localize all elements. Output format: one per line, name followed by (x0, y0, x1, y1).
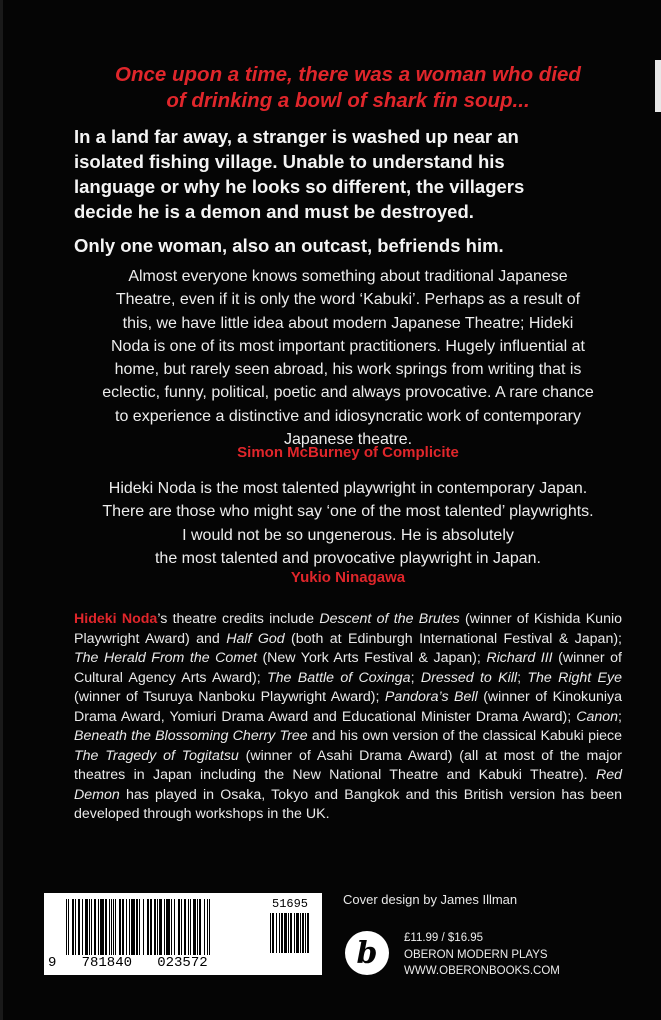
tagline (74, 62, 622, 114)
play-title: The Right Eye (527, 669, 622, 686)
barcode-bar (68, 899, 69, 955)
barcode-bar (272, 913, 274, 953)
barcode-bar (166, 899, 170, 955)
barcode-bar (113, 899, 114, 955)
barcode-bar (164, 899, 165, 955)
barcode-bar (300, 913, 301, 953)
cover-edge (0, 0, 3, 1020)
synopsis-paragraph: In a land far away, a stranger is washed up near an isolated fishing village. Unable to understand his language or why he looks so different, the villagers decide he is a demon and must be destroyed. (74, 126, 525, 222)
barcode-bar (136, 899, 138, 955)
barcode-bar (190, 899, 191, 955)
barcode-digits: 9 781840 023572 (48, 955, 208, 971)
bio-text: ; (517, 669, 528, 686)
oberon-logo-icon (344, 930, 390, 976)
quote-line: home, but rarely seen abroad, his work springs from writing that is (114, 361, 582, 379)
barcode-bar (174, 899, 175, 955)
barcode-bar (279, 913, 280, 953)
bio-text: (New York Arts Festival & Japan); (256, 650, 487, 666)
barcode-bar (129, 899, 130, 955)
play-title: Richard III (486, 650, 553, 666)
logo-glyph: b (356, 936, 378, 971)
play-title: Dressed to Kill (420, 669, 518, 686)
tagline-line-2: of drinking a bowl of shark fin soup... (166, 89, 530, 112)
barcode-bar (184, 899, 186, 955)
author-name: Hideki Noda (74, 611, 158, 627)
barcode-bar (115, 899, 116, 955)
quote-attribution: Yukio Ninagawa (290, 569, 406, 586)
barcode-bar (82, 899, 83, 955)
barcode-bar (111, 899, 112, 955)
quote-line: this, we have little idea about modern Japanese Theatre; Hideki (122, 314, 574, 332)
barcode-bar (181, 899, 182, 955)
barcode-bar (197, 899, 198, 955)
bio-text: and his own version of the classical Kabuki piece (307, 728, 622, 744)
play-title: Beneath the Blossoming Cherry Tree (74, 728, 308, 744)
barcode-bar (284, 913, 287, 953)
play-title: The Herald From the Comet (74, 650, 257, 666)
barcode-bar (105, 899, 107, 955)
barcode-bar (139, 899, 140, 955)
barcode-bar (207, 899, 208, 955)
quote-line: I would not be so ungenerous. He is absolutely (182, 526, 514, 544)
tagline-line-1: Once upon a time, there was a woman who died (115, 63, 581, 86)
barcode-bar (100, 899, 104, 955)
barcode-addon-number: 51695 (272, 897, 309, 911)
barcode-bar (288, 913, 289, 953)
quote-line: There are those who might say ‘one of the most talented’ playwrights. (102, 503, 594, 521)
barcode-bar (143, 899, 144, 955)
barcode-bar (294, 913, 295, 953)
price: £11.99 / $16.95 (404, 932, 484, 944)
bio-text: ; (410, 669, 421, 686)
series-name: OBERON MODERN PLAYS (404, 948, 548, 961)
barcode-bar (126, 899, 127, 955)
barcode-bar (302, 913, 304, 953)
barcode-bar (157, 899, 158, 955)
quote-attribution: Simon McBurney of Complicite (237, 444, 459, 461)
review-quote-ninagawa (76, 477, 620, 570)
barcode-bar (281, 913, 283, 953)
barcode-bar (150, 899, 152, 955)
play-title: The Tragedy of Togitatsu (74, 747, 239, 764)
barcode-bar (66, 899, 67, 955)
bio-text: has played in Osaka, Tokyo and Bangkok and this British version has been developed through workshops in the UK. (74, 786, 622, 822)
barcode-bar (188, 899, 189, 955)
isbn-barcode (44, 893, 322, 975)
barcode-bar (122, 899, 124, 955)
barcode-bar (199, 899, 201, 955)
review-quote-mcburney (76, 265, 620, 451)
bio-text: (winner of Kinokuniya Drama Award, Yomiuri Drama Award and Educational Minister Drama Award); (74, 689, 622, 725)
barcode-bar (98, 899, 99, 955)
barcode-bar (305, 913, 306, 953)
quote-line: Japanese theatre. (283, 431, 413, 449)
publisher-info (404, 930, 560, 980)
barcode-bar (119, 899, 121, 955)
barcode-bar (276, 913, 277, 953)
bio-text: (both at Edinburgh International Festival & Japan); (284, 630, 623, 647)
play-title: Pandora’s Bell (384, 689, 478, 705)
barcode-bar (270, 913, 271, 953)
barcode-bar (131, 899, 135, 955)
bio-text: ’s theatre credits include (157, 611, 320, 627)
barcode-bar (75, 899, 76, 955)
play-title: The Battle of Coxinga (267, 669, 411, 686)
barcode-bar (290, 913, 292, 953)
quote-line: to experience a distinctive and idiosyncratic work of contemporary (115, 407, 581, 425)
barcode-bar (171, 899, 172, 955)
play-title: Half God (226, 630, 285, 647)
barcode-bar (72, 899, 74, 955)
barcode-bar (209, 899, 210, 955)
barcode-bar (178, 899, 180, 955)
barcode-bar (296, 913, 299, 953)
bio-text: (winner of Tsuruya Nanboku Playwright Award); (74, 689, 385, 705)
play-title: Red Demon (74, 767, 622, 803)
barcode-bar (91, 899, 92, 955)
quote-line: the most talented and provocative playwright in Japan. (154, 549, 541, 567)
website: WWW.OBERONBOOKS.COM (404, 965, 560, 977)
bio-text: (winner of Cultural Agency Arts Award); (74, 650, 622, 686)
barcode-addon-bars (270, 913, 316, 967)
synopsis-tagline: Only one woman, also an outcast, befriends him. (74, 235, 504, 256)
barcode-bar (154, 899, 156, 955)
barcode-bar (147, 899, 149, 955)
play-title: Canon (576, 708, 619, 725)
play-title: Descent of the Brutes (319, 611, 460, 627)
barcode-bar (78, 899, 80, 955)
quote-line: eclectic, funny, political, poetic and always provocative. A rare chance (102, 384, 594, 402)
barcode-bar (109, 899, 110, 955)
barcode-bar (204, 899, 205, 955)
barcode-bar (307, 913, 309, 953)
cover-design-credit: Cover design by James Illman (343, 892, 518, 907)
barcode-bars (66, 899, 262, 955)
bio-text: (winner of Asahi Drama Award) (all at most of the major theatres in Japan including the New National Theatre and Kabuki Theatre). (74, 747, 622, 783)
barcode-bar (159, 899, 162, 955)
barcode-bar (94, 899, 96, 955)
quote-line: Theatre, even if it is only the word ‘Kabuki’. Perhaps as a result of (115, 291, 581, 309)
barcode-bar (85, 899, 88, 955)
quote-line: Noda is one of its most important practitioners. Hugely influential at (110, 337, 585, 355)
bio-text: (winner of Kishida Kunio Playwright Award) and (74, 611, 622, 647)
quote-line: Hideki Noda is the most talented playwright in contemporary Japan. (108, 480, 588, 497)
quote-line: Almost everyone knows something about traditional Japanese (128, 268, 568, 285)
barcode-bar (89, 899, 90, 955)
spine-edge-mark (655, 60, 661, 112)
bio-text: ; (618, 708, 622, 725)
barcode-bar (193, 899, 196, 955)
author-bio (74, 610, 622, 825)
